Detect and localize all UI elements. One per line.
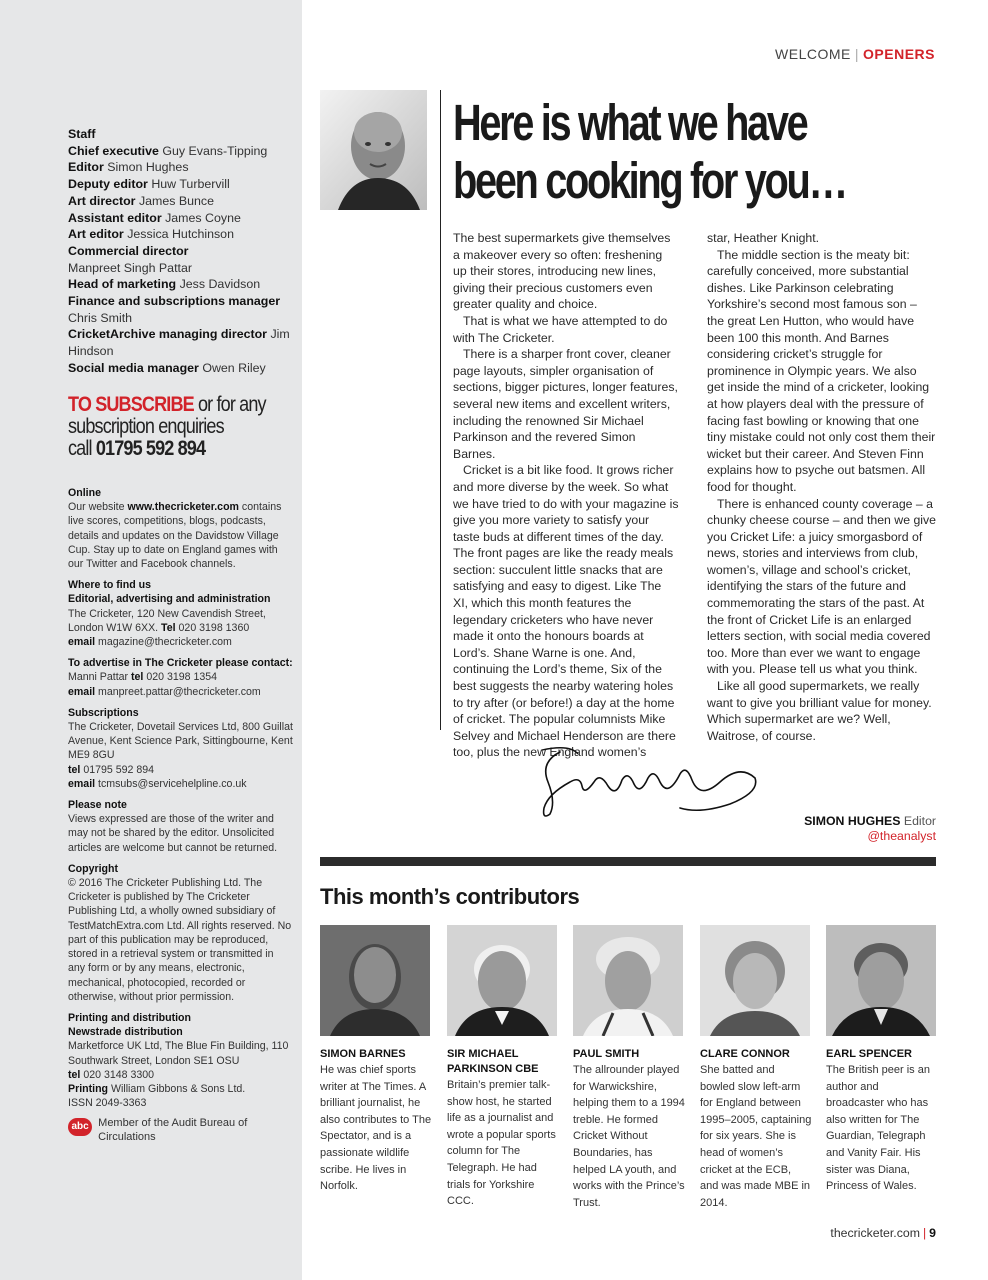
staff-row: Art director James Bunce xyxy=(68,193,215,208)
editor-portrait xyxy=(320,90,427,210)
subs-contact: The Cricketer, Dovetail Services Ltd, 800 Guillat Avenue, Kent Science Park, Sittingbourne, Kent ME9 8GU tel 01795 592 894 email tcmsubs@servicehelpline.co.uk xyxy=(68,721,293,790)
newstrade-heading: Newstrade distribution xyxy=(68,1026,183,1039)
newstrade-text: Marketforce UK Ltd, The Blue Fin Building, 110 Southwark Street, London SE1 OSU tel 020 3148 3300 Printing William Gibbons & Sons Ltd. ISSN 2049-3363 xyxy=(68,1040,289,1110)
note-text: Views expressed are those of the writer and may not be shared by the editor. Unsolicited articles are welcome but cannot be returned. xyxy=(68,813,278,854)
paragraph: There is a sharper front cover, cleaner page layouts, simpler organisation of sections, bigger pictures, longer features, several new items and excellent writers, including the renowned Sir Michael Parkinson and the revered Simon Barnes. xyxy=(453,347,678,461)
page-number: 9 xyxy=(929,1226,936,1240)
paragraph: That is what we have attempted to do with The Cricketer. xyxy=(453,313,668,345)
contributor-bio: Britain’s premier talk-show host, he started life as a journalist and wrote a popular sports column for The Telegraph. He had trials for Yorkshire CCC. xyxy=(447,1079,556,1208)
printing-heading: Printing and distribution xyxy=(68,1011,191,1024)
sidebar xyxy=(0,0,302,1280)
abc-text: Member of the Audit Bureau of Circulations xyxy=(98,1117,248,1144)
byline xyxy=(804,814,936,844)
subscribe-box: TO SUBSCRIBE or for any subscription enquiries call 01795 592 894 xyxy=(68,393,266,460)
paragraph: The best supermarkets give themselves a makeover every so often: freshening up their stores, introducing new lines, giving their precious customers even greater quality and choice. xyxy=(453,231,671,312)
staff-row: Assistant editor James Coyne xyxy=(68,210,241,225)
section-openers: OPENERS xyxy=(863,46,935,62)
contributor-name: EARL SPENCER xyxy=(826,1048,912,1060)
paragraph: There is enhanced county coverage – a chunky cheese course – and then we give you Cricket Life: a juicy smorgasbord of news, stories and interviews from club, women’s, village and school’s cricket, identifying the stars of the future and commemorating the stars of the past. At the front of Cricket Life is an enlarged letters section, with social media covered too. More than ever we want to engage with you. Please tell us what you think. xyxy=(707,496,937,677)
contributor-photo xyxy=(320,925,430,1036)
contributor-card xyxy=(826,925,938,1195)
contributor-bio: She batted and bowled slow left-arm for England between 1995–2005, captaining for six years. She is head of women’s cricket at the ECB, and was made MBE in 2014. xyxy=(700,1064,812,1209)
column-divider xyxy=(440,90,441,730)
abc-membership xyxy=(68,1116,293,1144)
staff-row: Editor Simon Hughes xyxy=(68,160,189,175)
contributor-bio: The allrounder played for Warwickshire, helping them to a 1994 treble. He formed Cricket Without Boundaries, has helped LA youth, and works with the Prince’s Trust. xyxy=(573,1064,685,1209)
advertise-heading: To advertise in The Cricketer please contact: xyxy=(68,657,293,670)
contributor-name: SIMON BARNES xyxy=(320,1048,406,1060)
copyright-text: © 2016 The Cricketer Publishing Ltd. The Cricketer is published by The Cricketer Publishing Ltd, a wholly owned subsidiary of TestMatchExtra.com Ltd. All rights reserved. No part of this publication may be reproduced, stored in a retrieval system or transmitted in any form or by any means, electronic, mechanical, photocopied, recorded or otherwise, without prior permission. xyxy=(68,877,292,1003)
staff-row: Head of marketing Jess Davidson xyxy=(68,277,261,292)
section-rule xyxy=(320,857,936,866)
online-text: Our website www.thecricketer.com contains live scores, competitions, blogs, podcasts, details and updates on the Davidstow Village Cup. Stay up to date on England games with our Twitter and Facebook channels. xyxy=(68,501,282,571)
contributor-photo xyxy=(826,925,936,1036)
contributor-name: CLARE CONNOR xyxy=(700,1048,790,1060)
staff-row: Deputy editor Huw Turbervill xyxy=(68,177,230,192)
contributor-card xyxy=(320,925,432,1195)
staff-row: Social media manager Owen Riley xyxy=(68,360,266,375)
article-column-2 xyxy=(707,230,937,744)
contributor-card xyxy=(447,925,559,1210)
online-heading: Online xyxy=(68,487,101,499)
subscribe-highlight: TO SUBSCRIBE xyxy=(68,393,194,416)
staff-title: Staff xyxy=(68,127,96,141)
paragraph: star, Heather Knight. xyxy=(707,231,820,245)
article-column-1 xyxy=(453,230,679,761)
staff-row: Commercial director Manpreet Singh Pattar xyxy=(68,243,192,275)
footer-site[interactable]: thecricketer.com xyxy=(830,1226,920,1240)
copyright-heading: Copyright xyxy=(68,862,119,875)
paragraph: Cricket is a bit like food. It grows richer and more diverse by the week. So what we have tried to do with your magazine is give you more variety to satisfy your taste buds at different times of the day. The front pages are like the ready meals section: succulent little snacks that are satisfying and easy to digest. Like The XI, which this month features the legendary cricketers who have never made it onto the honours boards at Lord’s. Shane Warne is one. And, continuing the Lord’s theme, Six of the best suggests the nearby watering holes to try after (or before!) a day at the home of cricket. The popular columnists Mike Selvey and Michael Henderson are there too, plus the new England women’s xyxy=(453,463,679,760)
contributor-bio: The British peer is an author and broadcaster who has also written for The Guardian, Telegraph and Vanity Fair. His sister was Diana, Princess of Wales. xyxy=(826,1064,930,1193)
section-header: WELCOME | OPENERS xyxy=(775,46,935,62)
paragraph: The middle section is the meaty bit: carefully conceived, more substantial dishes. Like Parkinson celebrating Yorkshire’s second most famous son – the great Len Hutton, who would have been 100 this month. And Barnes considering cricket’s struggle for prominence in Olympic years. We also get inside the mind of a cricketer, looking at how players deal with the pressure of facing fast bowling or knowing that one tiny mistake could not only cost them their wicket but their career. And Steven Finn explains how to psyche out batsmen. All food for thought. xyxy=(707,247,936,494)
contributor-photo xyxy=(700,925,810,1036)
contributor-photo xyxy=(447,925,557,1036)
where-heading: Where to find us xyxy=(68,579,151,592)
section-welcome: WELCOME xyxy=(775,46,851,62)
advertise-email[interactable]: manpreet.pattar@thecricketer.com xyxy=(98,685,261,698)
editorial-contact: The Cricketer, 120 New Cavendish Street, London W1W 6XX. Tel 020 3198 1360 email magazine@thecricketer.com xyxy=(68,607,266,649)
note-heading: Please note xyxy=(68,799,127,812)
subscribe-phone[interactable]: 01795 592 894 xyxy=(95,437,206,460)
staff-row: CricketArchive managing director Jim Hindson xyxy=(68,327,290,359)
contributor-name: SIR MICHAEL PARKINSON CBE xyxy=(447,1048,539,1075)
abc-logo-icon: abc xyxy=(68,1118,92,1136)
staff-row: Finance and subscriptions manager Chris Smith xyxy=(68,294,281,325)
article-headline: Here is what we have been cooking for you… xyxy=(453,94,846,209)
contributor-card xyxy=(573,925,685,1211)
advertise-contact: Manni Pattar tel 020 3198 1354 email manpreet.pattar@thecricketer.com xyxy=(68,671,261,698)
contributor-photo xyxy=(573,925,683,1036)
editorial-email[interactable]: magazine@thecricketer.com xyxy=(98,636,232,649)
staff-row: Chief executive Guy Evans-Tipping xyxy=(68,143,268,158)
editorial-heading: Editorial, advertising and administration xyxy=(68,593,271,606)
paragraph: Like all good supermarkets, we really want to give you brilliant value for money. Which supermarket are we? Well, Waitrose, of course. xyxy=(707,679,932,743)
info-block xyxy=(68,486,293,1144)
editor-portrait-image xyxy=(320,90,427,210)
website-link[interactable]: www.thecricketer.com xyxy=(127,501,239,514)
contributors-title: This month’s contributors xyxy=(320,884,580,909)
subs-email[interactable]: tcmsubs@servicehelpline.co.uk xyxy=(98,777,247,790)
byline-name: SIMON HUGHES xyxy=(804,814,901,828)
staff-row: Art editor Jessica Hutchinson xyxy=(68,227,234,242)
byline-handle[interactable]: @theanalyst xyxy=(867,829,936,843)
contributor-name: PAUL SMITH xyxy=(573,1048,640,1060)
editor-signature xyxy=(530,742,770,822)
contributor-card xyxy=(700,925,812,1211)
byline-role: Editor xyxy=(903,814,936,828)
page-footer: thecricketer.com | 9 xyxy=(830,1226,936,1240)
subs-heading: Subscriptions xyxy=(68,706,139,719)
contributor-bio: He was chief sports writer at The Times. A brilliant journalist, he also contributes to The Spectator, and is a passionate wildlife scribe. He lives in Norfolk. xyxy=(320,1064,432,1193)
staff-list xyxy=(68,126,293,377)
